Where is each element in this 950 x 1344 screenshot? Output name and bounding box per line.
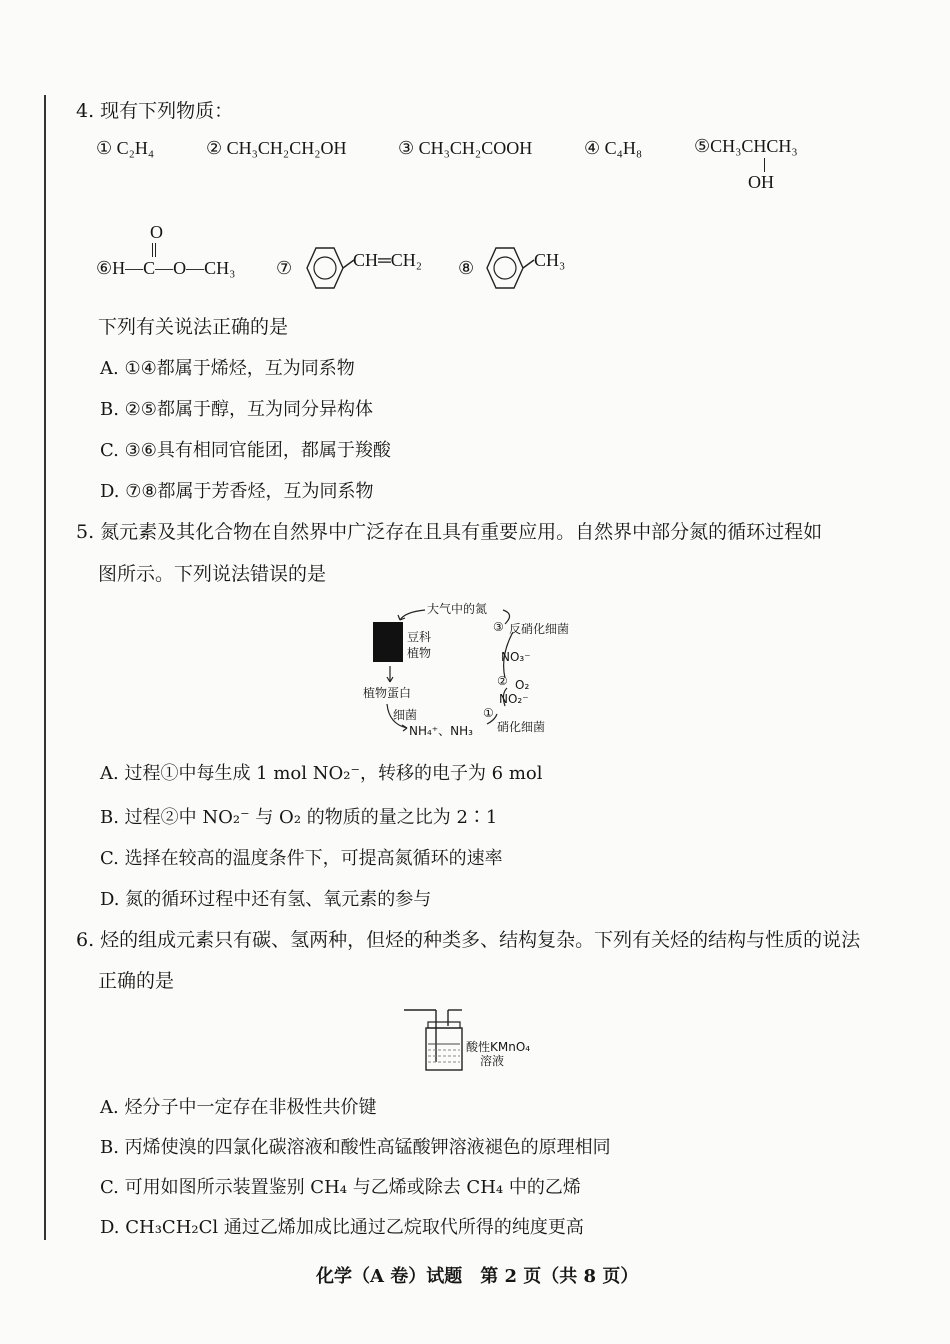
q5-option-b: B. 过程②中 NO₂⁻ 与 O₂ 的物质的量之比为 2∶1 — [100, 807, 498, 828]
compound-6: ⑥H—C—O—CH₃ — [96, 258, 236, 278]
benzene-ring-icon — [476, 244, 536, 292]
label-legume-1: 豆科 — [407, 630, 432, 644]
label-atmosphere: 大气中的氮 — [427, 602, 488, 616]
label-no3: NO₃⁻ — [501, 650, 531, 664]
q4-prompt: 下列有关说法正确的是 — [98, 316, 289, 338]
compound-3: ③ CH₃CH₂COOH — [398, 138, 533, 158]
label-protein: 植物蛋白 — [363, 686, 412, 700]
q5-option-c: C. 选择在较高的温度条件下，可提高氮循环的速率 — [100, 848, 503, 869]
q6-stem-line2: 正确的是 — [98, 970, 175, 992]
q6-stem-line1: 6. 烃的组成元素只有碳、氢两种，但烃的种类多、结构复杂。下列有关烃的结构与性质的说法 — [76, 929, 861, 951]
q4-option-c: C. ③⑥具有相同官能团，都属于羧酸 — [100, 440, 391, 461]
benzene-ring-icon — [296, 244, 356, 292]
q4-stem: 4. 现有下列物质： — [76, 100, 234, 122]
bond-line — [764, 158, 765, 172]
label-nh: NH₄⁺、NH₃ — [409, 724, 473, 738]
q4-option-a: A. ①④都属于烯烃，互为同系物 — [100, 358, 355, 379]
q5-option-d: D. 氮的循环过程中还有氢、氧元素的参与 — [100, 889, 432, 910]
q6-option-a: A. 烃分子中一定存在非极性共价键 — [100, 1097, 377, 1118]
label-bacteria: 细菌 — [393, 708, 418, 722]
label-o2: O₂ — [515, 678, 530, 692]
q6-option-b: B. 丙烯使溴的四氯化碳溶液和酸性高锰酸钾溶液褪色的原理相同 — [100, 1137, 611, 1158]
label-no2: NO₂⁻ — [499, 692, 529, 706]
double-bond — [152, 243, 156, 257]
compound-5-oh: OH — [748, 172, 774, 192]
label-step3: ③ — [493, 620, 504, 634]
q6-option-d: D. CH₃CH₂Cl 通过乙烯加成比通过乙烷取代所得的纯度更高 — [100, 1217, 584, 1238]
compound-4: ④ C₄H₈ — [584, 138, 643, 158]
q4-option-b: B. ②⑤都属于醇，互为同分异构体 — [100, 399, 373, 420]
compound-5: ⑤CH₃CHCH₃ — [694, 136, 798, 156]
apparatus-label-2: 溶液 — [480, 1054, 505, 1068]
page-footer: 化学（A 卷）试题 第 2 页（共 8 页） — [316, 1266, 639, 1287]
compound-2: ② CH₃CH₂CH₂OH — [206, 138, 347, 158]
label-denitrify: 反硝化细菌 — [509, 622, 570, 636]
compound-7-group: CH═CH₂ — [353, 250, 423, 270]
label-nitrify: 硝化细菌 — [497, 720, 546, 734]
label-legume-2: 植物 — [407, 646, 432, 660]
compound-8-group: CH₃ — [534, 250, 566, 270]
q5-option-a: A. 过程①中每生成 1 mol NO₂⁻，转移的电子为 6 mol — [100, 763, 543, 784]
q5-stem-line1: 5. 氮元素及其化合物在自然界中广泛存在且具有重要应用。自然界中部分氮的循环过程如 — [76, 521, 823, 543]
q5-stem-line2: 图所示。下列说法错误的是 — [98, 563, 327, 585]
compound-1: ① C₂H₄ — [96, 138, 155, 158]
label-step2: ② — [497, 674, 508, 688]
q4-option-d: D. ⑦⑧都属于芳香烃，互为同系物 — [100, 481, 374, 502]
cycle-arrows-icon — [355, 596, 605, 746]
label-step1: ① — [483, 706, 494, 720]
compound-8-num: ⑧ — [458, 258, 475, 278]
page-margin-line — [44, 95, 46, 1240]
apparatus-label-1: 酸性KMnO₄ — [466, 1040, 531, 1054]
nitrogen-cycle-diagram — [355, 596, 605, 746]
compound-6-o: O — [150, 222, 163, 242]
q6-option-c: C. 可用如图所示装置鉴别 CH₄ 与乙烯或除去 CH₄ 中的乙烯 — [100, 1177, 581, 1198]
gas-washing-bottle-icon — [400, 1004, 470, 1074]
compound-7-num: ⑦ — [276, 258, 293, 278]
legume-plant-image — [373, 622, 403, 662]
